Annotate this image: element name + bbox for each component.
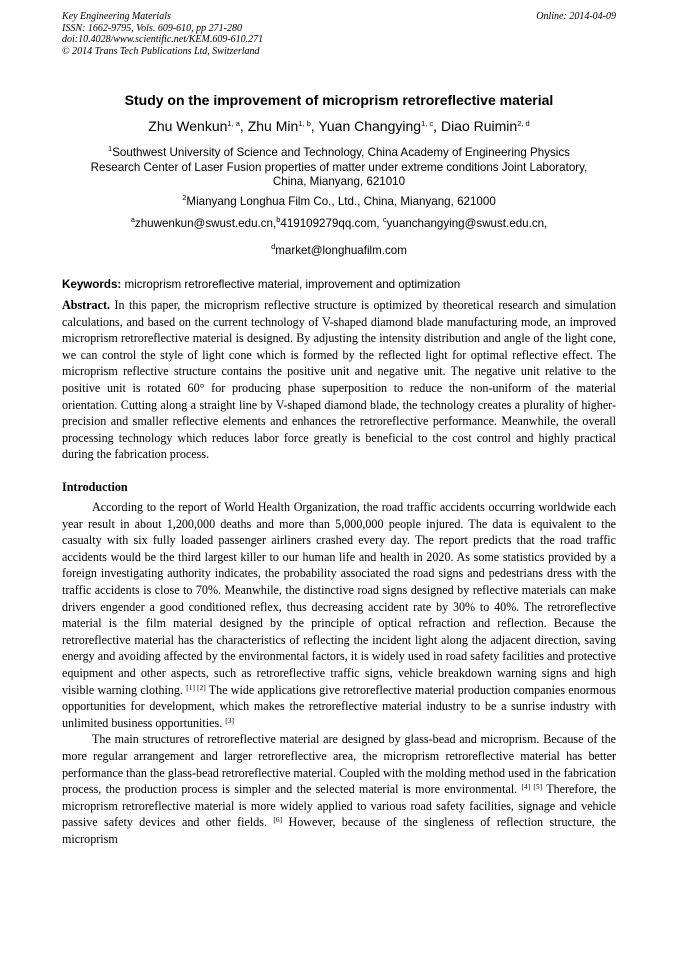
keywords-label: Keywords:: [62, 278, 122, 291]
abstract-text: In this paper, the microprism reflective structure is optimized by theoretical research and simulation calculations, and based on the current technology of V-shaped diamond blade manufacturing mode, an improved microprism retroreflective material is designed. By adjusting the intensity distribution and angle of the light cone, we can control the style of light cone which is formed by the reflected light for optimal reflective effect. The microprism reflective structure contains the positive unit and negative unit. The negative unit relative to the positive unit is rotated 60° for producing phase superposition to reduce the non-uniform of the material orientation. Cutting along a straight line by V-shaped diamond blade, the technology creates a plurality of higher-precision and smaller reflective elements and enhances the retroreflective performance. Meanwhile, the overall processing technology which reduces labor force greatly is beneficial to the cost control and highly practical during the fabrication process.: [62, 298, 616, 462]
paragraph-text: The main structures of retroreflective material are designed by glass-bead and microprism. Because of the more regular arrangement and larger retroreflective area, the microprism retroreflective material has better performance than the glass-bead retroreflective material. Coupled with the molding method used in the fabrication process, the production process is simpler and the selected material is more environmental.: [62, 732, 616, 797]
paragraph: [62, 731, 616, 847]
email-sup: c: [382, 215, 387, 224]
email-line: [62, 217, 616, 232]
email-sup: a: [130, 215, 135, 224]
affiliation-2: [62, 195, 616, 210]
running-header: [62, 11, 616, 57]
citation: [3]: [225, 715, 235, 725]
paragraph-text: However, because of the singleness of reflection structure, the microprism: [62, 815, 616, 846]
author-name: Diao Ruimin: [440, 118, 518, 134]
affiliation-line: Southwest University of Science and Technology, China Academy of Engineering Physics: [112, 146, 570, 159]
author-sup: 1, b: [298, 119, 311, 128]
author-list: Zhu Wenkun$^{1, a}$, Zhu Min$^{1, b}$, Yuan Changying$^{1, c}$, Diao Ruimin$^{2, d}$: [148, 118, 530, 134]
email-c: yuanchangying@swust.edu.cn,: [386, 217, 548, 230]
paragraph-text: Therefore, the microprism retroreflective material is more widely applied to various road safety facilities, signage and vehicle passive safety devices and other fields.: [62, 782, 616, 830]
affiliation-line: Mianyang Longhua Film Co., Ltd., China, Mianyang, 621000: [186, 195, 496, 208]
affiliation-line: China, Mianyang, 621010: [272, 175, 406, 189]
copyright-line: © 2014 Trans Tech Publications Ltd, Switzerland: [62, 45, 260, 57]
issn-line: ISSN: 1662-9795, Vols. 609-610, pp 271-280: [62, 22, 242, 34]
author-sup: 1, c: [421, 119, 434, 128]
affiliation-line: Research Center of Laser Fusion properties of matter under extreme conditions Joint Laboratory,: [90, 160, 588, 174]
affiliation-1: [62, 146, 616, 190]
paragraph-text: The wide applications give retroreflective material production companies enormous opportunities for development, which makes the retroreflective material industry to be a sunrise industry with unlimited business opportunities.: [62, 682, 616, 730]
citation: [6]: [273, 815, 283, 825]
paragraph: [62, 499, 616, 731]
online-date: Online: 2014-04-09: [536, 11, 616, 22]
citation: [4] [5]: [521, 782, 543, 792]
affiliation-sup: 2: [182, 193, 187, 202]
doi-line: doi:10.4028/www.scientific.net/KEM.609-610.271: [62, 34, 264, 45]
email-sup: d: [271, 242, 276, 251]
author-sup: 2, d: [517, 119, 530, 128]
introduction-body: [62, 499, 616, 847]
author-name: Yuan Changying: [318, 118, 422, 134]
author-name: Zhu Wenkun: [148, 118, 228, 134]
affiliation-sup: 1: [108, 144, 113, 153]
abstract: [62, 297, 616, 463]
email-a: zhuwenkun@swust.edu.cn,: [134, 217, 277, 230]
email-b: 419109279qq.com,: [280, 217, 383, 230]
email-sup: b: [276, 215, 281, 224]
journal-info: [62, 11, 263, 57]
keywords-text: microprism retroreflective material, improvement and optimization: [121, 278, 461, 291]
author-sup: 1, a: [227, 119, 240, 128]
paragraph-text: According to the report of World Health Organization, the road traffic accidents occurring worldwide each year result in about 1,200,000 deaths and more than 5,000,000 people injured. The data is equivalent to the casualty with six fully loaded passenger airliners crashed every day. The report predicts that the road traffic accidents would be the third largest killer to our human life and health in 2020. As some statistics provided by a foreign investigating authority indicates, the probability associated the road signs and pedestrians dress with the traffic accidents is close to 70%. Meanwhile, the distinctive road signs designed by reflective materials can make drivers engender a good conditioned reflex, thus decreasing accident rate by 30% to 40%. The retroreflective material is the film material designed by the principle of optical refraction and reflection. Because the retroreflective material has the characteristics of reflecting the incident light along the adjacent direction, saving energy and avoiding affected by the environmental factors, it is widely used in road safety facilities and protective equipment and other aspects, such as retroreflective traffic signs, vehicle breakdown warning signs and high visible warning clothing.: [62, 500, 616, 697]
keywords: [62, 278, 616, 291]
email-line-2: [62, 244, 616, 259]
abstract-label: Abstract.: [62, 298, 111, 312]
journal-name: Key Engineering Materials: [62, 11, 171, 22]
citation: [1] [2]: [186, 682, 206, 692]
section-heading: Introduction: [62, 480, 128, 494]
author-name: Zhu Min: [247, 118, 299, 134]
email-d: market@longhuafilm.com: [275, 244, 407, 257]
paper-title: Study on the improvement of microprism retroreflective material: [124, 92, 554, 108]
